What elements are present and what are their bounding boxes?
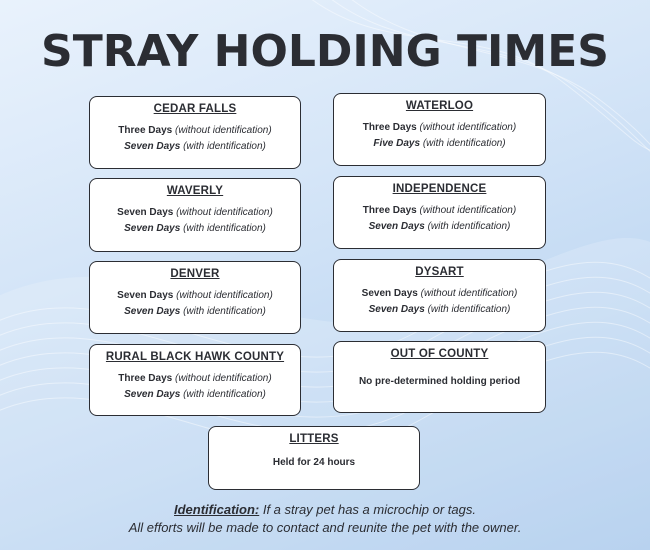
note-with-id: (with identification)	[183, 223, 266, 234]
days-with-id: Seven Days	[368, 304, 425, 315]
card-heading: WATERLOO	[405, 100, 474, 112]
card-heading: DENVER	[170, 268, 220, 280]
card-heading: RURAL BLACK HAWK COUNTY	[105, 351, 285, 363]
note-without-id: (without identification)	[419, 205, 517, 216]
note-with-id: (with identification)	[422, 138, 506, 149]
note-without-id: (without identification)	[176, 207, 273, 218]
page-title: STRAY HOLDING TIMES	[41, 26, 609, 77]
note-with-id: (with identification)	[183, 141, 266, 152]
card-heading: DYSART	[415, 266, 464, 278]
days-without-id: Seven Days	[361, 288, 418, 299]
days-with-id: Seven Days	[124, 141, 181, 152]
days-without-id: Three Days	[362, 122, 417, 133]
days-without-id: Seven Days	[117, 290, 174, 301]
days-without-id: Three Days	[362, 205, 417, 216]
card-heading: LITTERS	[289, 433, 339, 445]
footnote-line-2: All efforts will be made to contact and reunite the pet with the owner.	[128, 520, 522, 535]
days-with-id: Seven Days	[124, 306, 181, 317]
card-rural-black-hawk-county	[89, 344, 301, 416]
card-waterloo	[333, 93, 546, 166]
days-without-id: Seven Days	[117, 207, 174, 218]
card-litters	[208, 426, 420, 490]
days-with-id: Five Days	[373, 138, 421, 149]
card-heading: INDEPENDENCE	[392, 183, 487, 195]
days-with-id: Seven Days	[124, 389, 181, 400]
card-dysart	[333, 259, 546, 332]
footnote-text: If a stray pet has a microchip or tags.	[259, 502, 476, 517]
days-without-id: Three Days	[118, 373, 173, 384]
card-heading: CEDAR FALLS	[153, 103, 237, 115]
days-without-id: Three Days	[118, 125, 173, 136]
card-heading: WAVERLY	[166, 185, 224, 197]
note-with-id: (with identification)	[183, 389, 266, 400]
days-with-id: Seven Days	[124, 223, 181, 234]
footnote-line-1	[0, 502, 650, 517]
card-cedar-falls	[89, 96, 301, 169]
card-independence	[333, 176, 546, 249]
card-waverly	[89, 178, 301, 252]
days-with-id: Seven Days	[368, 221, 425, 232]
card-denver	[89, 261, 301, 334]
card-out-of-county	[333, 341, 546, 413]
holding-period-text: Held for 24 hours	[272, 457, 356, 468]
note-with-id: (with identification)	[427, 221, 511, 232]
note-without-id: (without identification)	[420, 288, 518, 299]
footnote-label: Identification:	[174, 502, 260, 517]
note-without-id: (without identification)	[419, 122, 517, 133]
note-without-id: (without identification)	[176, 290, 273, 301]
holding-period-text: No pre-determined holding period	[358, 376, 521, 387]
note-without-id: (without identification)	[174, 125, 272, 136]
card-heading: OUT OF COUNTY	[390, 348, 489, 360]
note-without-id: (without identification)	[174, 373, 272, 384]
note-with-id: (with identification)	[427, 304, 511, 315]
note-with-id: (with identification)	[183, 306, 266, 317]
